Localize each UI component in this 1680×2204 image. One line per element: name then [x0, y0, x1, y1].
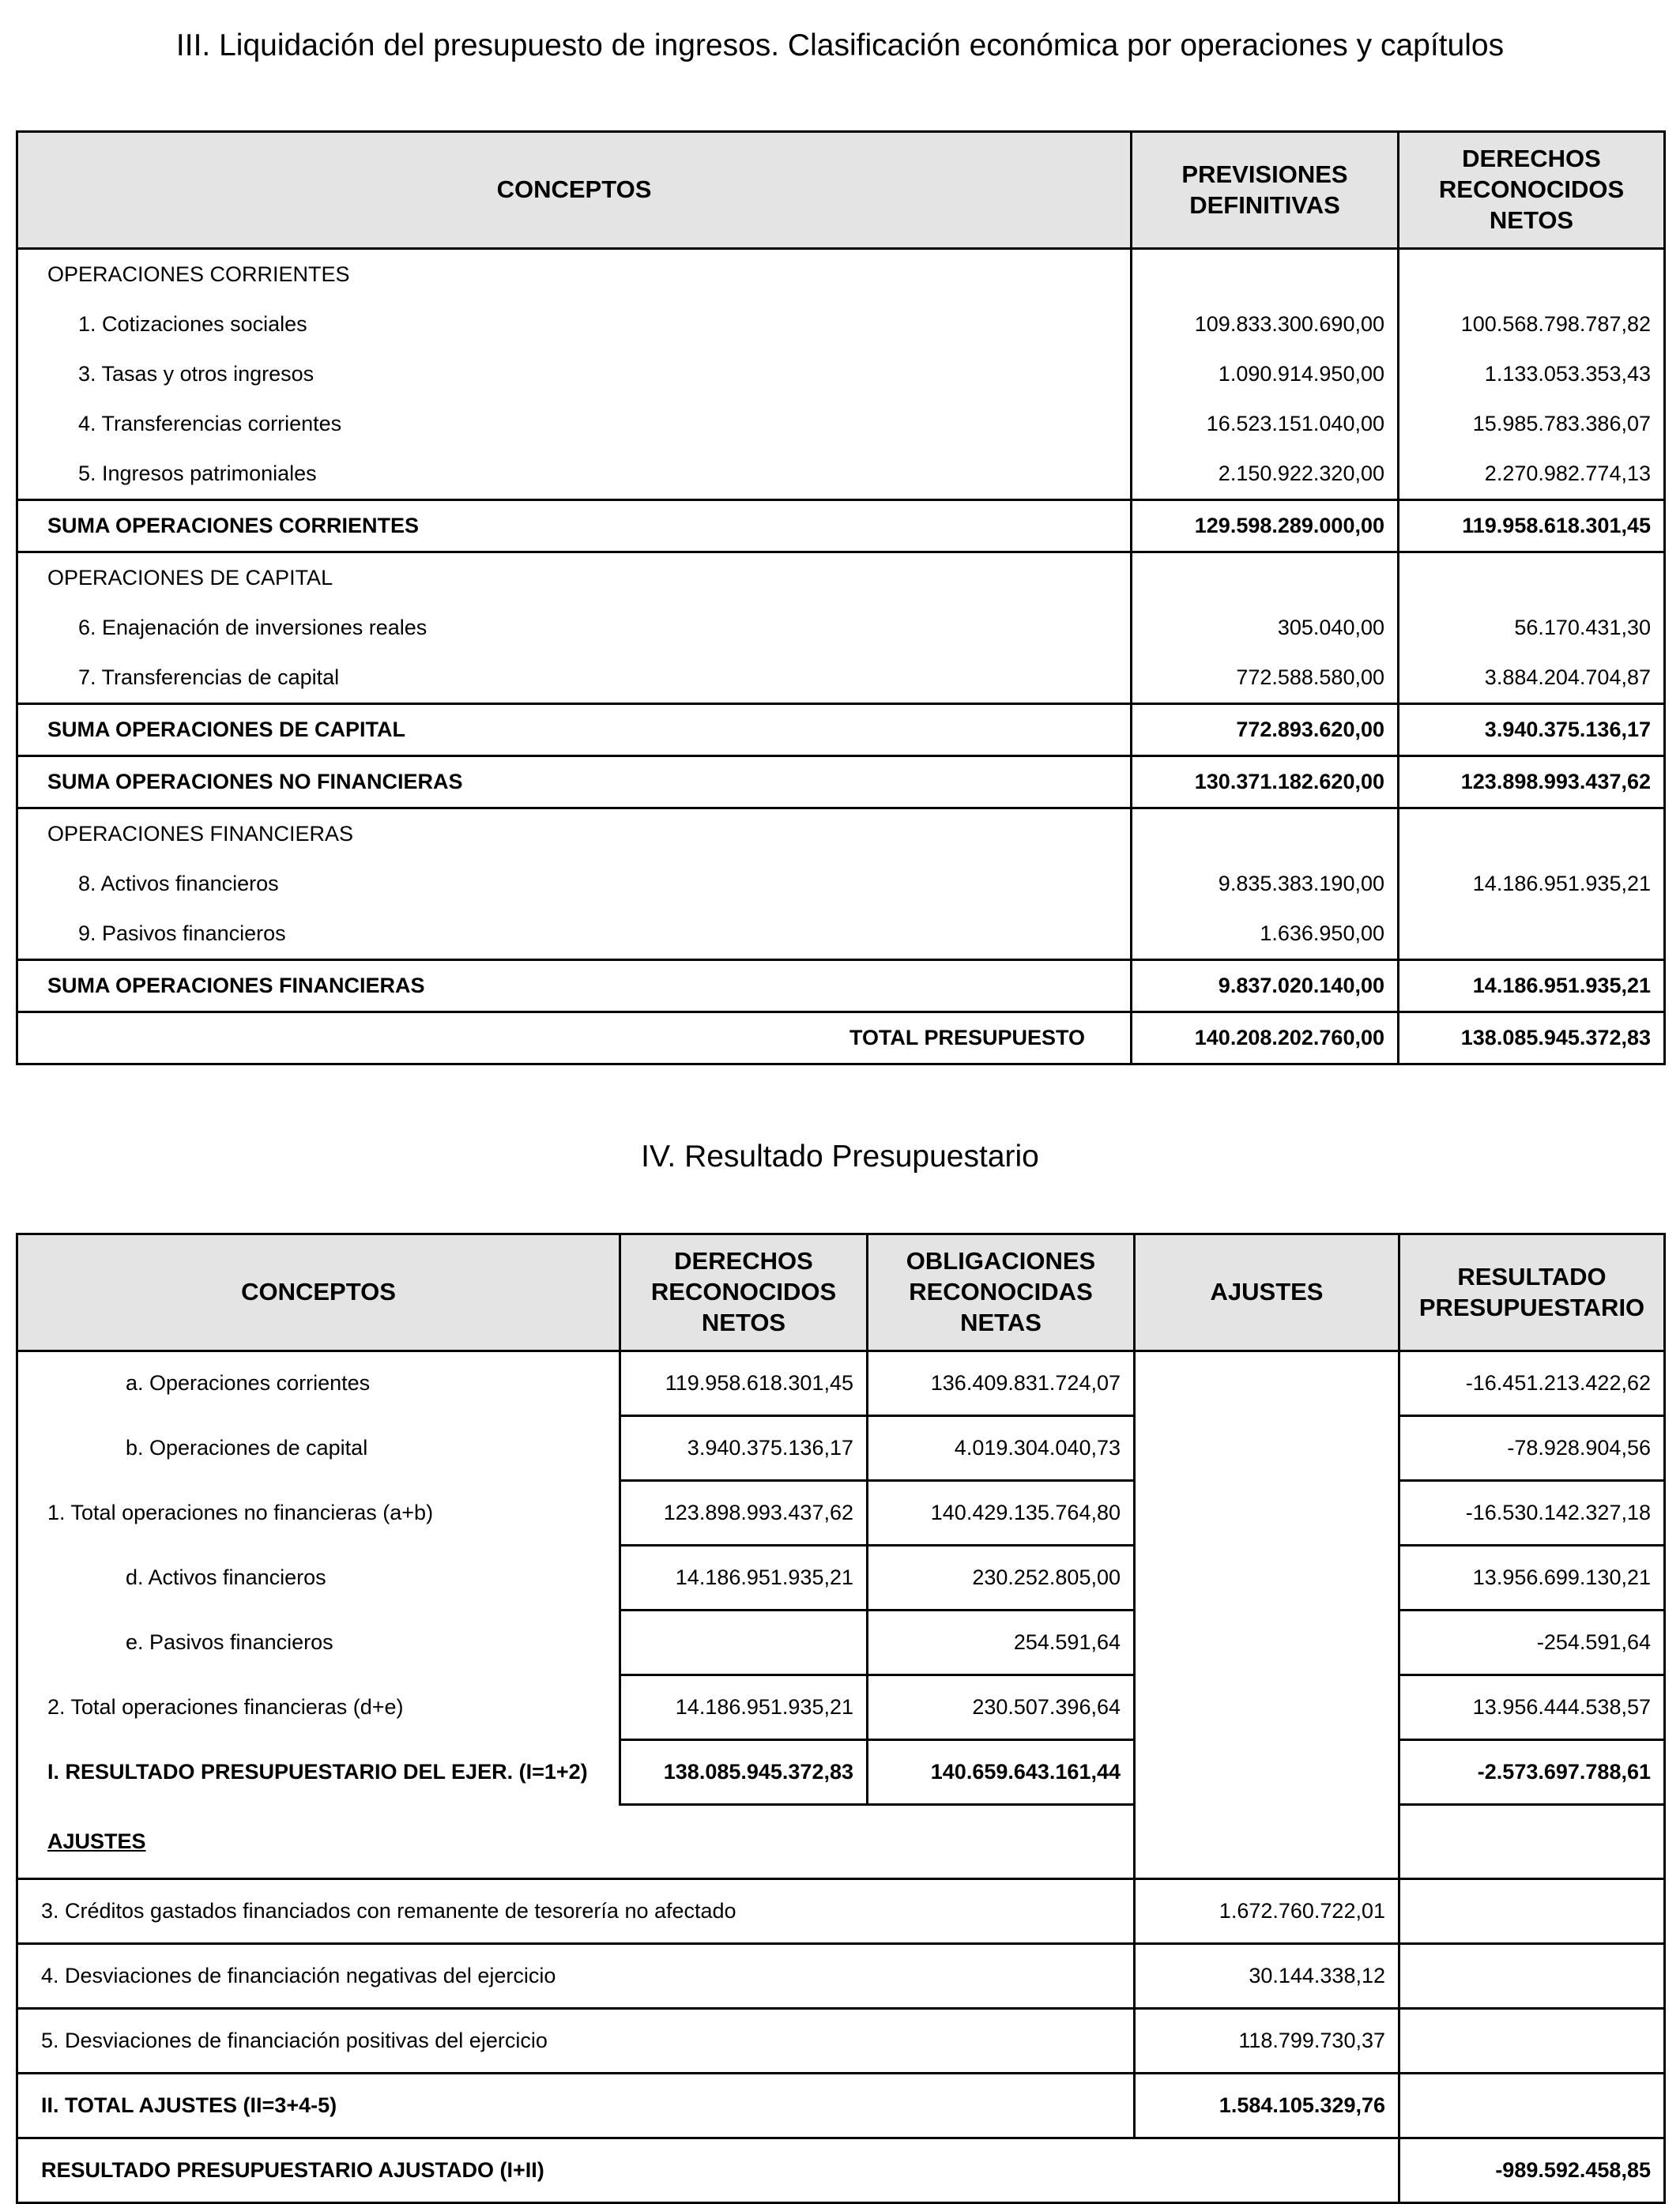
derechos-value: 123.898.993.437,62 — [620, 1481, 868, 1546]
ingresos-table — [16, 130, 1666, 1065]
sum-derechos: 119.958.618.301,45 — [1399, 500, 1665, 552]
header-resultado: RESULTADO PRESUPUESTARIO — [1399, 1234, 1665, 1351]
derechos-value: 100.568.798.787,82 — [1399, 300, 1665, 349]
derechos-value: 14.186.951.935,21 — [1399, 859, 1665, 909]
concept-label: 1. Cotizaciones sociales — [78, 311, 307, 336]
obligaciones-value: 230.252.805,00 — [868, 1546, 1135, 1611]
table-row — [17, 449, 1665, 500]
group-row-capital — [17, 552, 1665, 604]
obligaciones-value: 4.019.304.040,73 — [868, 1416, 1135, 1481]
previsiones-value: 772.588.580,00 — [1132, 653, 1399, 704]
concept-label: 3. Tasas y otros ingresos — [78, 361, 315, 386]
table-row — [17, 909, 1665, 960]
table-row — [17, 859, 1665, 909]
derechos-value: 138.085.945.372,83 — [620, 1740, 868, 1805]
ingresos-header-row — [17, 132, 1665, 249]
section3-title: III. Liquidación del presupuesto de ingresos. Clasificación económica por operaciones y capítulos — [175, 28, 1505, 62]
sum-label: SUMA OPERACIONES CORRIENTES — [17, 500, 1132, 552]
ajustes-heading: AJUSTES — [47, 1829, 146, 1853]
table-row — [17, 1611, 1665, 1675]
table-row — [17, 349, 1665, 399]
resultado-value: -16.451.213.422,62 — [1399, 1351, 1665, 1416]
ajuste-label: 4. Desviaciones de financiación negativas del ejercicio — [17, 1944, 1135, 2009]
concept-label: 2. Total operaciones financieras (d+e) — [47, 1694, 404, 1719]
sum-derechos: 123.898.993.437,62 — [1399, 756, 1665, 808]
derechos-value: 119.958.618.301,45 — [620, 1351, 868, 1416]
derechos-value: 3.884.204.704,87 — [1399, 653, 1665, 704]
table-row — [17, 1675, 1665, 1740]
ajustes-empty-block — [1135, 1351, 1399, 1879]
ajuste-value: 1.672.760.722,01 — [1135, 1879, 1399, 1944]
header-obligaciones: OBLIGACIONES RECONOCIDAS NETAS — [868, 1234, 1135, 1351]
table-row — [17, 300, 1665, 349]
derechos-value: 2.270.982.774,13 — [1399, 449, 1665, 500]
total-label: TOTAL PRESUPUESTO — [17, 1012, 1132, 1064]
table-row — [17, 1351, 1665, 1416]
header-ajustes: AJUSTES — [1135, 1234, 1399, 1351]
concept-label: d. Activos financieros — [126, 1565, 326, 1589]
obligaciones-value: 136.409.831.724,07 — [868, 1351, 1135, 1416]
table-row — [17, 1416, 1665, 1481]
previsiones-value: 2.150.922.320,00 — [1132, 449, 1399, 500]
table-row — [17, 399, 1665, 449]
section4-title: IV. Resultado Presupuestario — [641, 1140, 1039, 1174]
concept-label: 9. Pasivos financieros — [78, 921, 286, 945]
previsiones-value: 305.040,00 — [1132, 603, 1399, 653]
total-ajustes-label: II. TOTAL AJUSTES (II=3+4-5) — [17, 2074, 1135, 2138]
previsiones-value: 1.636.950,00 — [1132, 909, 1399, 960]
resultado-table — [16, 1233, 1666, 2204]
sum-label: SUMA OPERACIONES NO FINANCIERAS — [17, 756, 1132, 808]
obligaciones-value: 254.591,64 — [868, 1611, 1135, 1675]
obligaciones-value: 140.429.135.764,80 — [868, 1481, 1135, 1546]
ajuste-row — [17, 2009, 1665, 2074]
resultado-ejercicio-row — [17, 1740, 1665, 1805]
concept-label: 4. Transferencias corrientes — [78, 411, 342, 435]
total-ajustes-row — [17, 2074, 1665, 2138]
sum-label: SUMA OPERACIONES FINANCIERAS — [17, 960, 1132, 1012]
group-row-financieras — [17, 808, 1665, 860]
concept-label: e. Pasivos financieros — [126, 1629, 333, 1654]
group-label-financieras: OPERACIONES FINANCIERAS — [17, 808, 1132, 860]
ajustes-label-row — [17, 1805, 1665, 1879]
obligaciones-value: 230.507.396,64 — [868, 1675, 1135, 1740]
concept-label: 7. Transferencias de capital — [78, 665, 340, 689]
previsiones-value: 109.833.300.690,00 — [1132, 300, 1399, 349]
resultado-ajustado-label: RESULTADO PRESUPUESTARIO AJUSTADO (I+II) — [17, 2138, 1399, 2203]
header-derechos: DERECHOS RECONOCIDOS NETOS — [1399, 132, 1665, 249]
group-label-capital: OPERACIONES DE CAPITAL — [17, 552, 1132, 604]
ajuste-label: 3. Créditos gastados financiados con remanente de tesorería no afectado — [17, 1879, 1135, 1944]
previsiones-value: 1.090.914.950,00 — [1132, 349, 1399, 399]
table-row — [17, 1546, 1665, 1611]
sum-derechos: 14.186.951.935,21 — [1399, 960, 1665, 1012]
table-row — [17, 653, 1665, 704]
resultado-ajustado-row — [17, 2138, 1665, 2203]
resultado-ajustado-value: -989.592.458,85 — [1399, 2138, 1665, 2203]
header-previsiones: PREVISIONES DEFINITIVAS — [1132, 132, 1399, 249]
sum-row-no-financieras — [17, 756, 1665, 808]
sum-row-capital — [17, 704, 1665, 756]
sum-previsiones: 129.598.289.000,00 — [1132, 500, 1399, 552]
resultado-value: -2.573.697.788,61 — [1399, 1740, 1665, 1805]
previsiones-value: 9.835.383.190,00 — [1132, 859, 1399, 909]
concept-label: 1. Total operaciones no financieras (a+b) — [47, 1500, 434, 1524]
table-row — [17, 1481, 1665, 1546]
derechos-value: 14.186.951.935,21 — [620, 1675, 868, 1740]
ajuste-row — [17, 1944, 1665, 2009]
resultado-value: 13.956.699.130,21 — [1399, 1546, 1665, 1611]
total-ajustes-value: 1.584.105.329,76 — [1135, 2074, 1399, 2138]
sum-previsiones: 9.837.020.140,00 — [1132, 960, 1399, 1012]
derechos-value: 1.133.053.353,43 — [1399, 349, 1665, 399]
ajuste-value: 30.144.338,12 — [1135, 1944, 1399, 2009]
total-presupuesto-row — [17, 1012, 1665, 1064]
derechos-value — [1399, 909, 1665, 960]
total-derechos: 138.085.945.372,83 — [1399, 1012, 1665, 1064]
ajuste-row — [17, 1879, 1665, 1944]
header-derechos: DERECHOS RECONOCIDOS NETOS — [620, 1234, 868, 1351]
concept-label: 6. Enajenación de inversiones reales — [78, 615, 428, 639]
sum-label: SUMA OPERACIONES DE CAPITAL — [17, 704, 1132, 756]
ajuste-value: 118.799.730,37 — [1135, 2009, 1399, 2074]
sum-previsiones: 130.371.182.620,00 — [1132, 756, 1399, 808]
concept-label: I. RESULTADO PRESUPUESTARIO DEL EJER. (I=1+2) — [47, 1759, 588, 1784]
header-conceptos: CONCEPTOS — [17, 132, 1132, 249]
concept-label: b. Operaciones de capital — [126, 1435, 368, 1460]
concept-label: 5. Ingresos patrimoniales — [78, 461, 317, 485]
resultado-value: -78.928.904,56 — [1399, 1416, 1665, 1481]
derechos-value: 15.985.783.386,07 — [1399, 399, 1665, 449]
derechos-value: 56.170.431,30 — [1399, 603, 1665, 653]
resultado-value: -254.591,64 — [1399, 1611, 1665, 1675]
sum-row-corrientes — [17, 500, 1665, 552]
derechos-value — [620, 1611, 868, 1675]
sum-row-financieras — [17, 960, 1665, 1012]
resultado-value: 13.956.444.538,57 — [1399, 1675, 1665, 1740]
concept-label: a. Operaciones corrientes — [126, 1371, 371, 1396]
group-label-corrientes: OPERACIONES CORRIENTES — [47, 262, 350, 286]
sum-previsiones: 772.893.620,00 — [1132, 704, 1399, 756]
ajuste-label: 5. Desviaciones de financiación positivas del ejercicio — [17, 2009, 1135, 2074]
total-previsiones: 140.208.202.760,00 — [1132, 1012, 1399, 1064]
group-row-corrientes — [17, 249, 1665, 300]
resultado-header-row — [17, 1234, 1665, 1351]
derechos-value: 3.940.375.136,17 — [620, 1416, 868, 1481]
derechos-value: 14.186.951.935,21 — [620, 1546, 868, 1611]
sum-derechos: 3.940.375.136,17 — [1399, 704, 1665, 756]
header-conceptos: CONCEPTOS — [17, 1234, 620, 1351]
table-row — [17, 603, 1665, 653]
previsiones-value: 16.523.151.040,00 — [1132, 399, 1399, 449]
concept-label: 8. Activos financieros — [78, 871, 279, 895]
resultado-value: -16.530.142.327,18 — [1399, 1481, 1665, 1546]
obligaciones-value: 140.659.643.161,44 — [868, 1740, 1135, 1805]
